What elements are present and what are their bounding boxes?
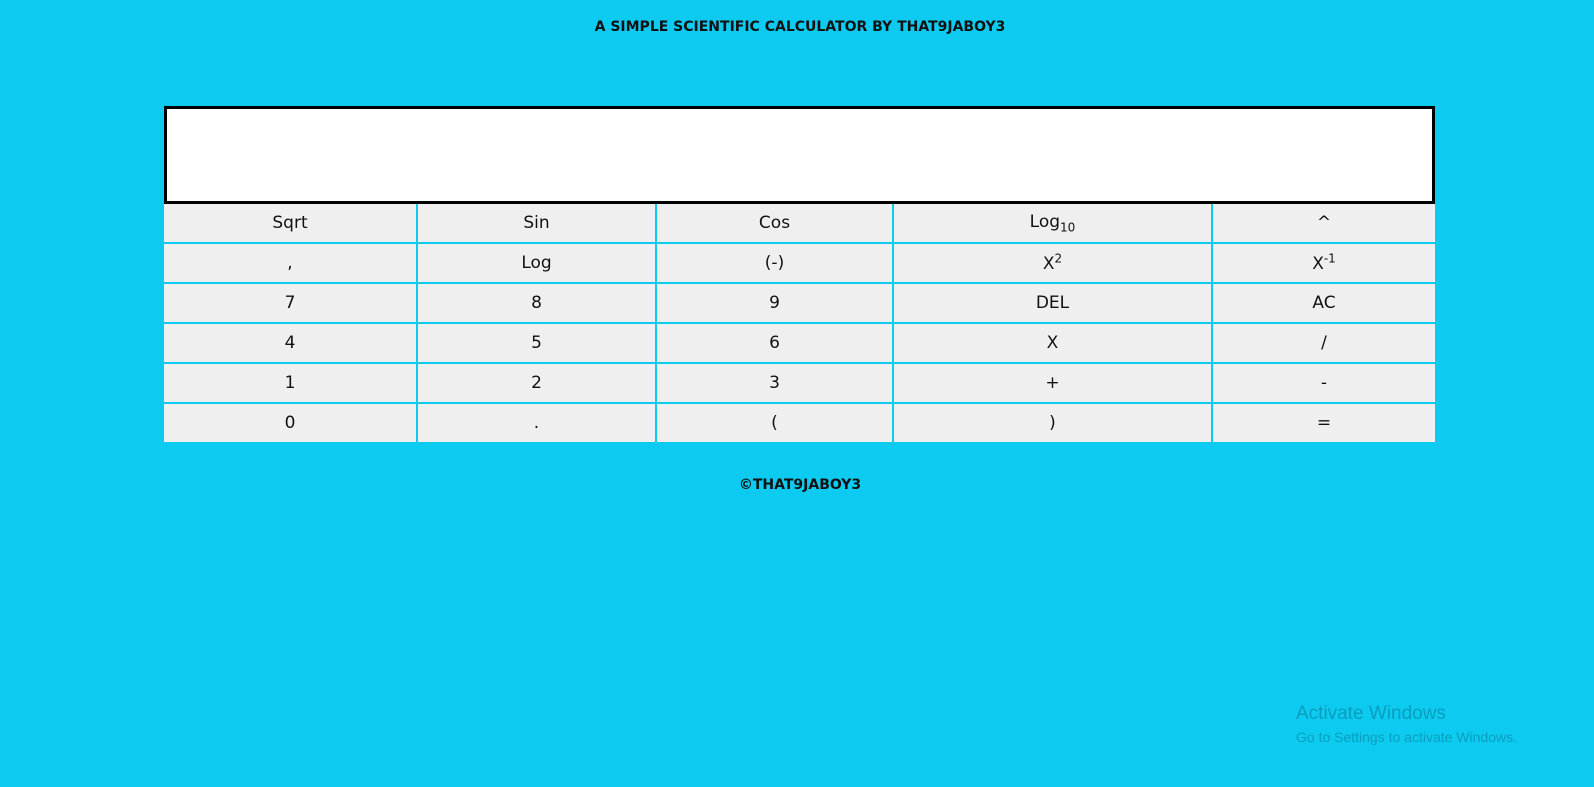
key-label: 8 bbox=[531, 293, 542, 313]
key-label: 7 bbox=[284, 293, 296, 313]
keypad-row bbox=[164, 403, 1435, 442]
key-label: X bbox=[1042, 254, 1055, 275]
key-label: ) bbox=[1049, 413, 1056, 433]
minus-button[interactable] bbox=[1212, 363, 1435, 403]
keypad-row bbox=[164, 243, 1435, 283]
key-subscript: 10 bbox=[1060, 220, 1076, 235]
keypad-row bbox=[164, 204, 1435, 243]
nine-button[interactable] bbox=[656, 283, 893, 323]
four-button[interactable] bbox=[164, 323, 417, 363]
key-label: 3 bbox=[769, 373, 780, 393]
log10-button[interactable] bbox=[893, 204, 1212, 243]
key-label: Sqrt bbox=[272, 213, 308, 233]
key-label: . bbox=[533, 413, 540, 433]
power-button[interactable] bbox=[1212, 204, 1435, 243]
sqrt-button[interactable] bbox=[164, 204, 417, 243]
key-label: - bbox=[1320, 373, 1328, 393]
eight-button[interactable] bbox=[417, 283, 656, 323]
key-label: 2 bbox=[531, 373, 542, 393]
activate-windows-watermark bbox=[1296, 702, 1517, 748]
keypad-row bbox=[164, 323, 1435, 363]
key-label: Log bbox=[521, 253, 552, 273]
divide-button[interactable] bbox=[1212, 323, 1435, 363]
all-clear-button[interactable] bbox=[1212, 283, 1435, 323]
square-button[interactable] bbox=[893, 243, 1212, 283]
cos-button[interactable] bbox=[656, 204, 893, 243]
keypad bbox=[164, 204, 1435, 442]
two-button[interactable] bbox=[417, 363, 656, 403]
key-superscript: -1 bbox=[1323, 251, 1336, 266]
negate-button[interactable] bbox=[656, 243, 893, 283]
key-label: + bbox=[1045, 373, 1060, 393]
zero-button[interactable] bbox=[164, 403, 417, 442]
key-label: ( bbox=[771, 413, 778, 433]
key-label: 0 bbox=[284, 413, 296, 433]
key-label: ^ bbox=[1316, 213, 1332, 233]
key-label: 4 bbox=[284, 333, 296, 353]
delete-button[interactable] bbox=[893, 283, 1212, 323]
calculator bbox=[164, 106, 1435, 442]
six-button[interactable] bbox=[656, 323, 893, 363]
three-button[interactable] bbox=[656, 363, 893, 403]
key-label: 6 bbox=[769, 333, 780, 353]
key-label: DEL bbox=[1035, 293, 1070, 313]
comma-button[interactable] bbox=[164, 243, 417, 283]
key-label: , bbox=[287, 253, 293, 273]
decimal-button[interactable] bbox=[417, 403, 656, 442]
sin-button[interactable] bbox=[417, 204, 656, 243]
keypad-row bbox=[164, 363, 1435, 403]
open-paren-button[interactable] bbox=[656, 403, 893, 442]
keypad-row bbox=[164, 283, 1435, 323]
watermark-subtitle: Go to Settings to activate Windows. bbox=[1296, 729, 1517, 745]
footer-copyright: ©THAT9JABOY3 bbox=[738, 477, 862, 493]
key-label: Sin bbox=[523, 213, 550, 233]
equals-button[interactable] bbox=[1212, 403, 1435, 442]
key-superscript: 2 bbox=[1054, 251, 1063, 266]
five-button[interactable] bbox=[417, 323, 656, 363]
key-label: X bbox=[1046, 333, 1059, 353]
key-label: = bbox=[1316, 413, 1332, 433]
watermark-title: Activate Windows bbox=[1296, 703, 1446, 724]
key-label: (-) bbox=[764, 253, 785, 273]
one-button[interactable] bbox=[164, 363, 417, 403]
key-label: AC bbox=[1312, 293, 1336, 313]
page-title: A SIMPLE SCIENTIFIC CALCULATOR BY THAT9JABOY3 bbox=[594, 19, 1006, 35]
calculator-display bbox=[164, 106, 1435, 204]
key-label: X bbox=[1312, 254, 1324, 275]
key-label: / bbox=[1321, 333, 1327, 353]
seven-button[interactable] bbox=[164, 283, 417, 323]
key-label: Cos bbox=[758, 213, 791, 233]
log-button[interactable] bbox=[417, 243, 656, 283]
multiply-button[interactable] bbox=[893, 323, 1212, 363]
key-label: Log bbox=[1029, 211, 1061, 232]
key-label: 5 bbox=[531, 333, 542, 353]
plus-button[interactable] bbox=[893, 363, 1212, 403]
key-label: 9 bbox=[769, 293, 780, 313]
key-label: 1 bbox=[284, 373, 296, 393]
inverse-button[interactable] bbox=[1212, 243, 1435, 283]
close-paren-button[interactable] bbox=[893, 403, 1212, 442]
